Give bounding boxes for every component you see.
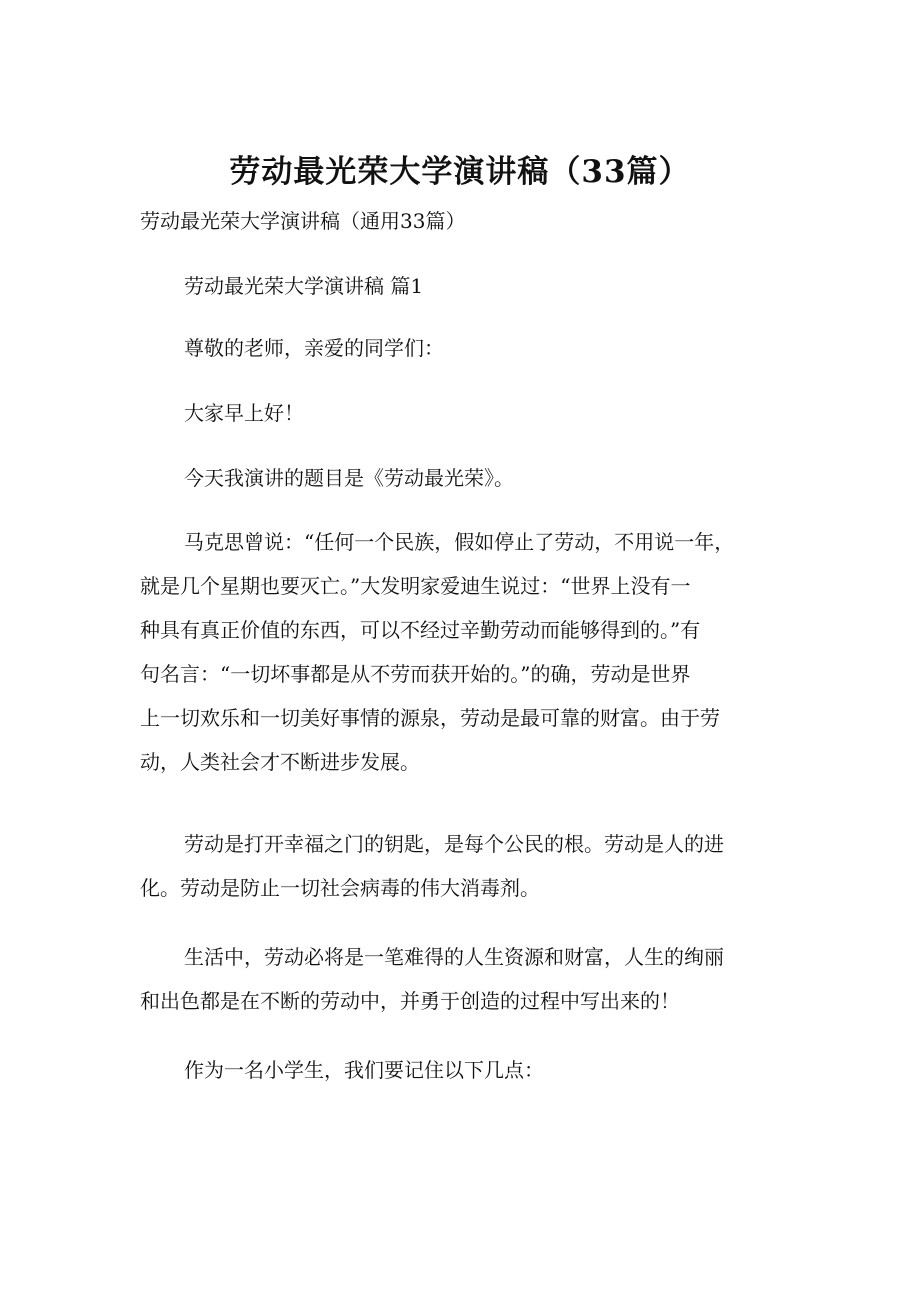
paragraph-line: 句名言：“一切坏事都是从不劳而获开始的。”的确，劳动是世界 <box>140 662 691 686</box>
paragraph-line: 生活中，劳动必将是一笔难得的人生资源和财富，人生的绚丽 <box>184 945 724 969</box>
paragraph-line: 和出色都是在不断的劳动中，并勇于创造的过程中写出来的！ <box>140 989 680 1013</box>
paragraph-line: 马克思曾说：“任何一个民族，假如停止了劳动，不用说一年， <box>184 530 735 554</box>
paragraph-line: 尊敬的老师，亲爱的同学们： <box>184 336 444 360</box>
paragraph-good-morning <box>140 391 800 435</box>
paragraph-topic <box>140 456 800 500</box>
document-title: 劳动最光荣大学演讲稿（33篇） <box>229 154 691 190</box>
paragraph-line: 化。劳动是防止一切社会病毒的伟大消毒剂。 <box>140 876 540 900</box>
paragraph-line: 作为一名小学生，我们要记住以下几点： <box>184 1058 544 1082</box>
section-heading-paragraph <box>140 264 800 308</box>
section-heading: 劳动最光荣大学演讲稿 篇1 <box>184 274 424 298</box>
paragraph-line: 种具有真正价值的东西，可以不经过辛勤劳动而能够得到的。”有 <box>140 618 701 642</box>
paragraph-labor-key <box>140 822 800 910</box>
paragraph-student <box>140 1048 800 1092</box>
paragraph-life <box>140 935 800 1023</box>
paragraph-line: 就是几个星期也要灭亡。”大发明家爱迪生说过：“世界上没有一 <box>140 574 691 598</box>
paragraph-line: 上一切欢乐和一切美好事情的源泉，劳动是最可靠的财富。由于劳 <box>140 706 720 730</box>
paragraph-line: 动，人类社会才不断进步发展。 <box>140 750 420 774</box>
paragraph-line: 今天我演讲的题目是《劳动最光荣》。 <box>184 466 514 490</box>
paragraph-quotes <box>140 520 800 784</box>
paragraph-greeting <box>140 326 800 370</box>
paragraph-line: 劳动是打开幸福之门的钥匙，是每个公民的根。劳动是人的进 <box>184 832 724 856</box>
document-subtitle: 劳动最光荣大学演讲稿（通用33篇） <box>140 209 466 233</box>
paragraph-line: 大家早上好！ <box>184 401 304 425</box>
